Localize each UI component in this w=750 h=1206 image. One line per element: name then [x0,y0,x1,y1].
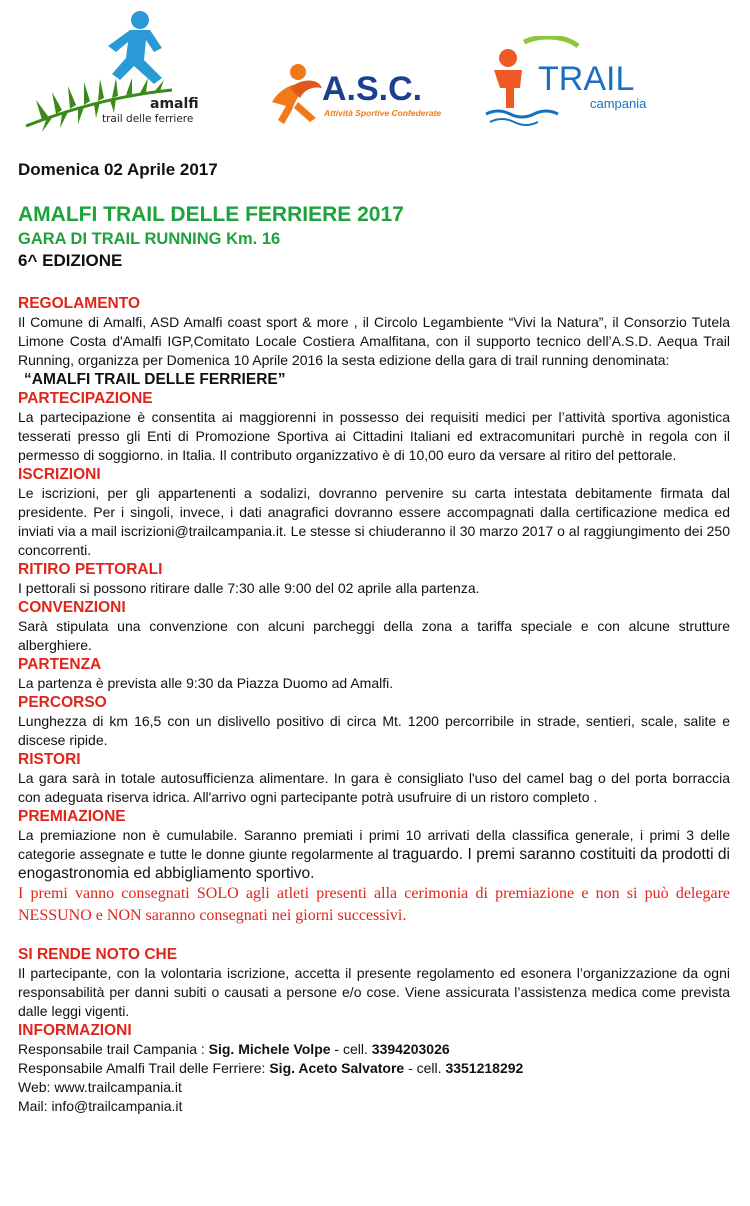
contact-line-campania [18,1040,730,1059]
section-heading-premiazione: PREMIAZIONE [18,808,126,825]
contact-mail: Mail: info@trailcampania.it [18,1098,183,1114]
event-date: Domenica 02 Aprile 2017 [18,160,218,179]
trail-logo-subtitle: campania [590,96,647,111]
section-text-iscrizioni: Le iscrizioni, per gli appartenenti a sodalizi, dovranno pervenire su carta intestata debitamente firmata dal presidente. Per i singoli, invece, i dati anagrafici dovranno essere accompagnati dalla certificazione medica ed inviati via a mail iscrizioni@trailcampania.it. Le stesse si chiuderanno il 30 marzo 2017 o al raggiungimento dei 250 concorrenti. [18,485,730,558]
trail-campania-logo [480,36,670,126]
contact-label: Responsabile Amalfi Trail delle Ferriere: [18,1060,266,1076]
contact-phone: 3351218292 [445,1060,524,1076]
section-heading-iscrizioni: ISCRIZIONI [18,466,101,483]
section-text-percorso: Lunghezza di km 16,5 con un dislivello positivo di circa Mt. 1200 percorribile in strade, sentieri, scale, salite e discese ripide. [18,713,730,748]
section-heading-ritiro: RITIRO PETTORALI [18,561,163,578]
contact-separator: - cell. [330,1041,372,1057]
trail-logo-name: TRAIL [538,60,635,98]
section-text-noto: Il partecipante, con la volontaria iscrizione, accetta il presente regolamento ed esonera l’organizzazione da ogni responsabilità per danni subiti o causati a persone e/o cose. Viene assicurata l’assistenza medica come prevista dalle leggi vigenti. [18,965,730,1019]
section-text-partenza: La partenza è prevista alle 9:30 da Piazza Duomo ad Amalfi. [18,675,394,691]
section-heading-partenza: PARTENZA [18,656,102,673]
asc-logo [262,58,442,130]
section-heading-noto: SI RENDE NOTO CHE [18,946,178,963]
event-name: “AMALFI TRAIL DELLE FERRIERE” [24,371,286,388]
contact-web: Web: www.trailcampania.it [18,1079,182,1095]
event-edition: 6^ EDIZIONE [18,251,123,270]
premiazione-text-part-a: La premiazione non è cumulabile. Saranno premiati i primi 10 arrivati della classifica generale, i primi 3 delle categorie assegnate e tutte le donne giunte regolarmente al [18,827,730,862]
section-heading-percorso: PERCORSO [18,694,107,711]
contact-label: Responsabile trail Campania : [18,1041,205,1057]
amalfi-logo-line2: trail delle ferriere [102,113,194,125]
section-heading-regolamento: REGOLAMENTO [18,295,140,312]
section-heading-convenzioni: CONVENZIONI [18,599,126,616]
contact-name: Sig. Aceto Salvatore [269,1060,405,1076]
section-heading-ristori: RISTORI [18,751,81,768]
section-text-partecipazione: La partecipazione è consentita ai maggiorenni in possesso dei requisiti medici per l’attività sportiva agonistica tesserati presso gli Enti di Promozione Sportiva ai Cittadini Italiani ed extracomunitari purchè in regola con il permesso di soggiorno. in Italia. Il contributo organizzativo è di 10,00 euro da versare al ritiro del pettorale. [18,409,730,463]
amalfi-logo-line1: amalfi [150,96,199,112]
spacer [18,927,730,945]
regulation-document [18,160,730,1116]
section-text-premiazione [18,826,730,883]
contact-name: Sig. Michele Volpe [208,1041,331,1057]
event-title: AMALFI TRAIL DELLE FERRIERE 2017 [18,203,404,226]
logo-bar [0,0,750,150]
asc-logo-subtitle: Attività Sportive Confederate [324,108,442,118]
contact-phone: 3394203026 [371,1041,450,1057]
contact-line-amalfi [18,1059,730,1078]
section-text-ristori: La gara sarà in totale autosufficienza alimentare. In gara è consigliato l'uso del camel bag o del porta borraccia con adeguata riserva idrica. All'arrivo ogni partecipante potrà usufruire di un ristoro completo . [18,770,730,805]
section-text-convenzioni: Sarà stipulata una convenzione con alcuni parcheggi della zona a tariffa speciale e con alcune strutture alberghiere. [18,618,730,653]
premiazione-text-part-b: traguardo. I premi saranno costituiti da prodotti di enogastronomia ed abbigliamento sportivo. [18,846,730,882]
section-text-regolamento: Il Comune di Amalfi, ASD Amalfi coast sport & more , il Circolo Legambiente “Vivi la Natura”, il Consorzio Tutela Limone Costa d'Amalfi IGP,Comitato Locale Costiera Amalfitana, con il supporto tecnico dell’A.S.D. Aequa Trail Running, organizza per Domenica 10 Aprile 2016 la sesta edizione della gara di trail running denominata: [18,314,730,368]
event-subtitle: GARA DI TRAIL RUNNING Km. 16 [18,230,281,248]
section-text-ritiro: I pettorali si possono ritirare dalle 7:30 alle 9:00 del 02 aprile alla partenza. [18,580,480,596]
contact-separator: - cell. [404,1060,446,1076]
premiazione-notice: I premi vanno consegnati SOLO agli atleti presenti alla cerimonia di premiazione e non si può delegare NESSUNO e NON saranno consegnati nei giorni successivi. [18,885,730,924]
asc-logo-name: A.S.C. [322,70,423,108]
section-heading-partecipazione: PARTECIPAZIONE [18,390,153,407]
amalfi-trail-logo [22,8,212,136]
section-heading-informazioni: INFORMAZIONI [18,1022,132,1039]
asc-runner-icon [272,64,322,124]
